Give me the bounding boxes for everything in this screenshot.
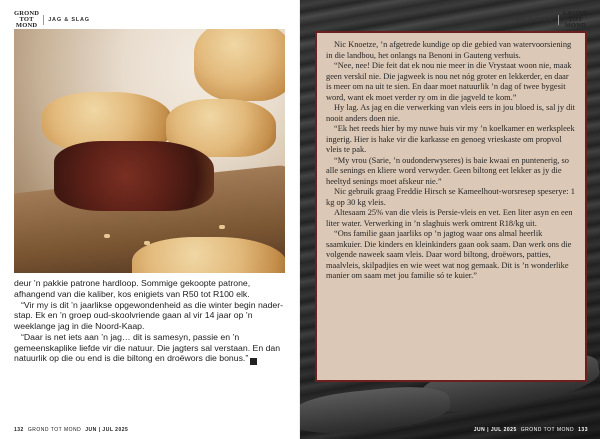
- meat-strip-image: [300, 382, 452, 439]
- logo-line-3: MOND: [564, 22, 587, 29]
- pie-image: [132, 237, 285, 273]
- header-divider: [43, 15, 44, 25]
- article-column-left: [14, 278, 287, 365]
- paragraph: Nic gebruik graag Freddie Hirsch se Kameelhout-worsresep speserye: 1 kg op 30 kg vleis.: [326, 187, 575, 207]
- logo-line-1: GROND: [14, 10, 40, 17]
- meat-pie-photo: [14, 29, 285, 273]
- paragraph: “Nee, nee! Die feit dat ek nou nie meer in die Vrystaat woon nie, maak geen verskil nie. Die jagweek is nou net nóg groter en lekkerder, en daar is meer om na uit te sien. En daar moet natuurlik ’n dag of twee bygesit word, want ek moet verder ry om in die jagveld te kom.”: [326, 61, 572, 102]
- footer-magazine: GROND TOT MOND: [520, 427, 575, 433]
- paragraph: Altesaam 25% van die vleis is Persie-vleis en vet. Een liter asyn en een liter water. Verwerking in ’n slaghuis werk omtrent R18/kg uit.: [326, 208, 573, 228]
- section-label: JAG & SLAG: [48, 17, 90, 23]
- paragraph: “Ek het reeds hier by my nuwe huis vir my ’n koelkamer en werkspleek ingerig. Hier is hake vir die karkasse en genoeg vrieskaste om propvol vleis te pak.: [326, 124, 575, 154]
- crumb: [104, 234, 110, 238]
- page-number: 132: [14, 427, 24, 433]
- crumb: [219, 225, 225, 229]
- paragraph: Hy lag. As jag en die verwerking van vleis eers in jou bloed is, sal jy dit nooit anders doen nie.: [326, 103, 575, 123]
- section-label: JAG & SLAG: [512, 17, 554, 23]
- header-left: [14, 11, 90, 29]
- pie-filling-image: [54, 141, 214, 211]
- paragraph: “My vrou (Sarie, ’n oudonderwyseres) is baie kwaai en puntenerig, so alle senings en kliere word verwyder. Geen biltong eet lekker as jy die heeltyd senings moet afskeur nie.”: [326, 155, 569, 186]
- footer-right: [474, 427, 588, 433]
- page-number: 133: [578, 427, 588, 433]
- logo-line-1: GROND: [562, 10, 588, 17]
- footer-magazine: GROND TOT MOND: [27, 427, 82, 433]
- paragraph: “Vir my is dit ’n jaarlikse opgewondenheid as die winter begin naderstap. Ek en ’n groep oud-skoolvriende gaan al vir 14 jaar op ’n weeklange jag in die Noord-Kaap.: [14, 299, 284, 331]
- paragraph-text: “Daar is net iets aan ’n jag… dit is samesyn, passie en ’n gemeenskaplike liefde vir die natuur. Die jagters sal verstaan. En dan natuurlik op die ou end is die biltong en droëwors die bonus.”: [14, 331, 281, 364]
- crumb: [144, 241, 150, 245]
- footer-issue: JUN | JUL 2025: [473, 427, 517, 433]
- end-of-article-mark: G: [250, 358, 257, 365]
- paragraph: Nic Knoetze, ’n afgetrede kundige op die gebied van watervoorsiening in die landbou, het onlangs na Benoni in Gauteng verhuis.: [326, 40, 572, 60]
- paragraph: “Ons familie gaan jaarliks op ’n jagtog waar ons almal heerlik saamkuier. Die kinders en kleinkinders gaan ook saam. Dan werk ons die volgende naweek saam vleis. Daar word biltong, droëwors, patties, maalvleis, skilpadjies en wie weet wat nog gemaak. Dit is ’n wonderlike manier om saam met jou familie só te kuier.”: [326, 229, 572, 280]
- magazine-logo: [563, 11, 588, 29]
- right-page: [300, 0, 600, 439]
- quote-text-box: [315, 31, 587, 382]
- footer-issue: JUN | JUL 2025: [85, 427, 129, 433]
- paragraph: deur ’n pakkie patrone hardloop. Sommige gekoopte patrone, afhangend van die kaliber, kos enigiets van R50 tot R100 elk.: [14, 278, 251, 299]
- header-right: [512, 11, 588, 29]
- logo-line-2: TOT: [568, 16, 583, 23]
- logo-line-2: TOT: [19, 16, 34, 23]
- magazine-logo: [14, 11, 39, 29]
- header-divider: [558, 15, 559, 25]
- logo-line-3: MOND: [15, 22, 38, 29]
- footer-left: [14, 427, 128, 433]
- pie-image: [194, 29, 285, 101]
- paragraph: [14, 332, 287, 366]
